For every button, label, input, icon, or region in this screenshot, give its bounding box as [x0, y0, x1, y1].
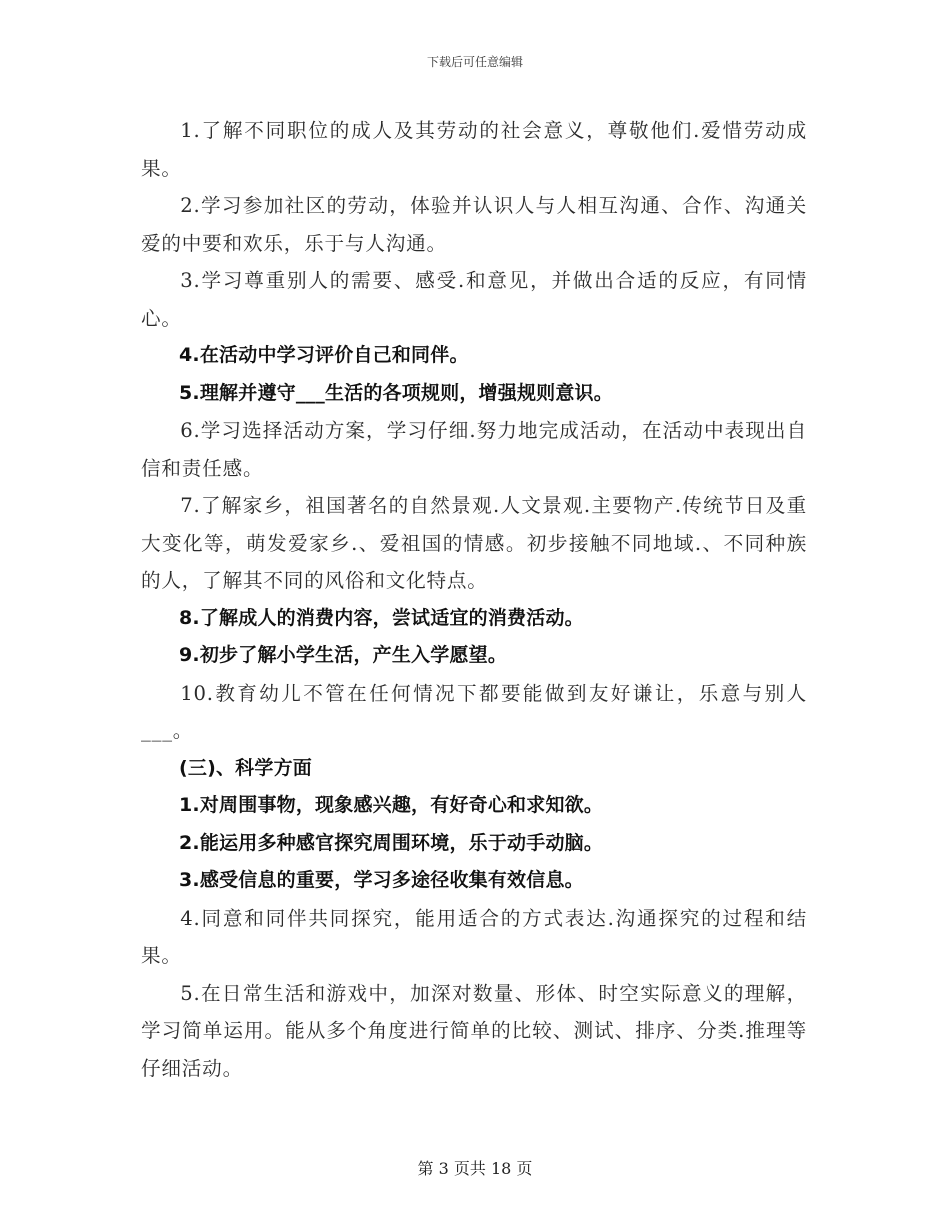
paragraph-6: 6.学习选择活动方案，学习仔细.努力地完成活动，在活动中表现出自信和责任感。 [141, 419, 807, 480]
section-heading-science: (三)、科学方面 [179, 756, 312, 779]
document-body [141, 112, 807, 1087]
paragraph-10: 10.教育幼儿不管在任何情况下都要能做到友好谦让，乐意与别人___。 [141, 681, 807, 742]
paragraph-2: 2.学习参加社区的劳动，体验并认识人与人相互沟通、合作、沟通关爱的中要和欢乐，乐于与人沟通。 [141, 194, 807, 255]
science-item-4: 4.同意和同伴共同探究，能用适合的方式表达.沟通探究的过程和结果。 [141, 906, 807, 967]
paragraph-3: 3.学习尊重别人的需要、感受.和意见，并做出合适的反应，有同情心。 [141, 269, 807, 330]
paragraph-8: 8.了解成人的消费内容，尝试适宜的消费活动。 [179, 606, 584, 629]
page-footer: 第 3 页共 18 页 [417, 1159, 533, 1178]
science-item-3: 3.感受信息的重要，学习多途径收集有效信息。 [179, 869, 584, 891]
science-item-5: 5.在日常生活和游戏中，加深对数量、形体、时空实际意义的理解，学习简单运用。能从多个角度进行简单的比较、测试、排序、分类.推理等仔细活动。 [141, 981, 807, 1080]
science-item-2: 2.能运用多种感官探究周围环境，乐于动手动脑。 [179, 831, 604, 854]
paragraph-5: 5.理解并遵守___生活的各项规则，增强规则意识。 [179, 381, 613, 404]
page-header: 下载后可任意编辑 [426, 55, 523, 69]
paragraph-1: 1.了解不同职位的成人及其劳动的社会意义，尊敬他们.爱惜劳动成果。 [141, 119, 807, 180]
paragraph-9: 9.初步了解小学生活，产生入学愿望。 [179, 644, 508, 666]
paragraph-4: 4.在活动中学习评价自己和同伴。 [179, 344, 469, 366]
paragraph-7: 7.了解家乡，祖国著名的自然景观.人文景观.主要物产.传统节日及重大变化等，萌发爱家乡.、爱祖国的情感。初步接触不同地域.、不同种族的人，了解其不同的风俗和文化特点。 [141, 494, 807, 592]
science-item-1: 1.对周围事物，现象感兴趣，有好奇心和求知欲。 [179, 794, 604, 816]
